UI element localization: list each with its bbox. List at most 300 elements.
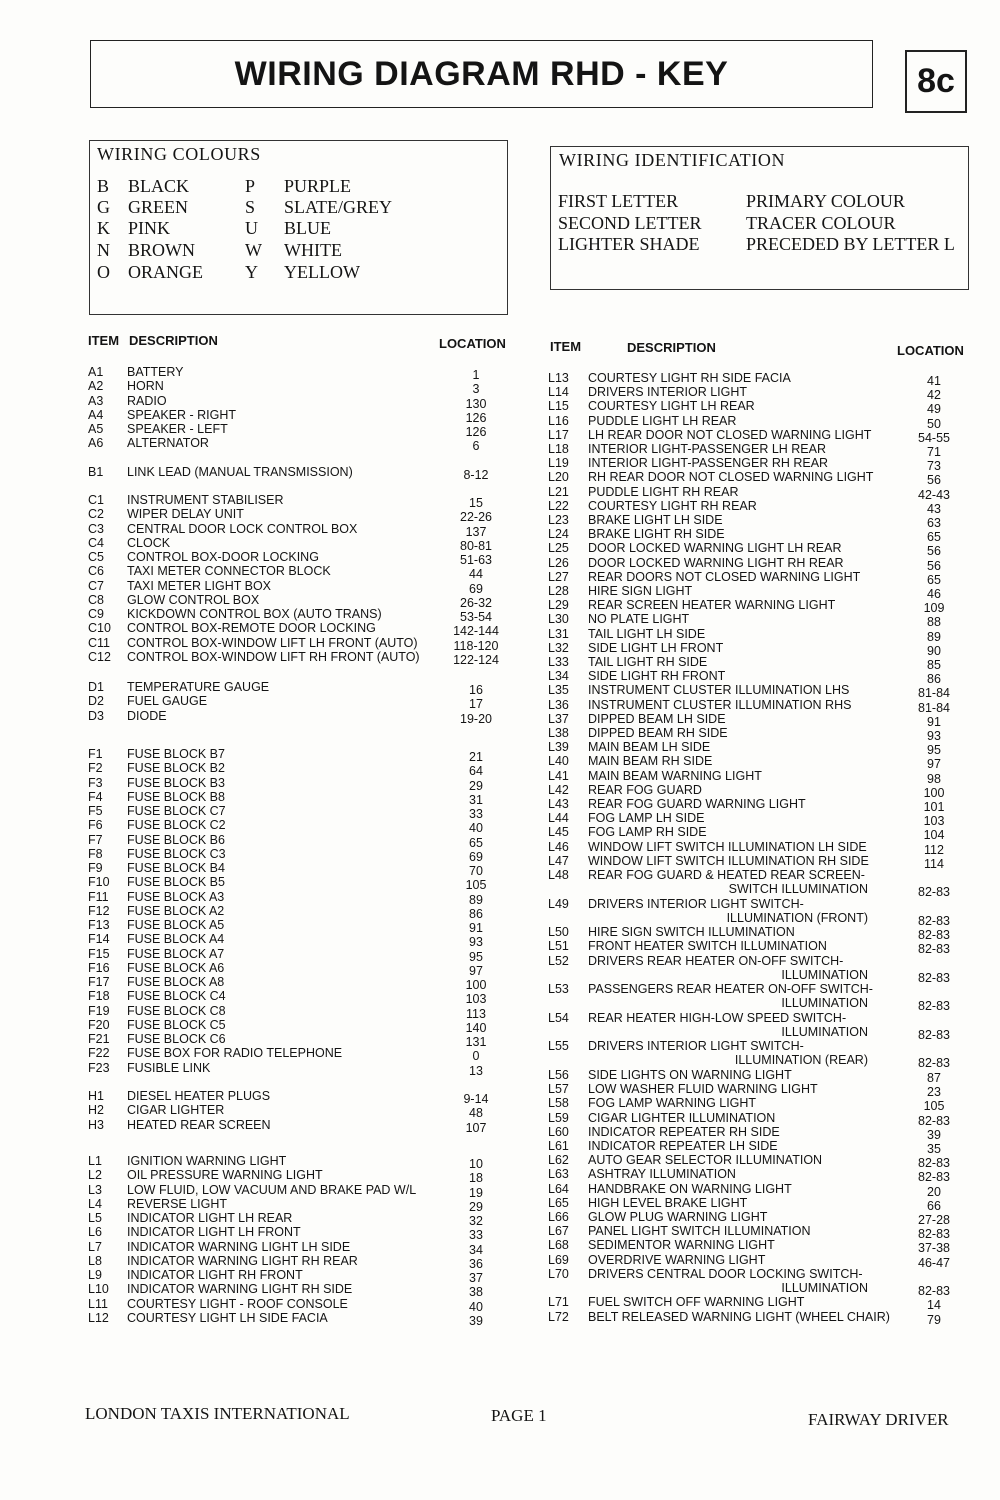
item-code: L30 — [548, 612, 569, 626]
item-description: AUTO GEAR SELECTOR ILLUMINATION — [588, 1153, 823, 1167]
item-code: L57 — [548, 1082, 569, 1096]
table-row — [548, 656, 968, 670]
item-description: INDICATOR LIGHT LH FRONT — [127, 1225, 301, 1239]
item-location: 100 — [465, 978, 487, 992]
table-row — [88, 1154, 518, 1171]
table-row — [88, 833, 518, 850]
item-description: PUDDLE LIGHT LH REAR — [588, 414, 737, 428]
table-row — [88, 1118, 518, 1135]
item-description: LOW WASHER FLUID WARNING LIGHT — [588, 1082, 818, 1096]
item-description: SIDE LIGHT RH FRONT — [588, 669, 726, 683]
item-location: 89 — [469, 893, 483, 907]
item-description: SPEAKER - LEFT — [127, 422, 228, 436]
table-row — [548, 699, 968, 713]
item-location: 46-47 — [918, 1256, 950, 1270]
item-description: MAIN BEAM LH SIDE — [588, 740, 711, 754]
item-code: L50 — [548, 925, 569, 939]
item-location: 140 — [465, 1021, 487, 1035]
item-description: FUSE BLOCK B4 — [127, 861, 225, 875]
item-location: 88 — [927, 615, 941, 629]
item-code: L70 — [548, 1267, 569, 1281]
item-description: PASSENGERS REAR HEATER ON-OFF SWITCH- — [588, 982, 873, 996]
table-row — [548, 500, 968, 514]
item-description: TAXI METER LIGHT BOX — [127, 579, 272, 593]
item-location: 126 — [465, 425, 487, 439]
item-location: 15 — [469, 496, 483, 510]
item-description: FUSE BLOCK A5 — [127, 918, 225, 932]
item-description: COURTESY LIGHT - ROOF CONSOLE — [127, 1297, 348, 1311]
item-location: 56 — [927, 473, 941, 487]
item-code: L6 — [88, 1225, 102, 1239]
item-location: 103 — [923, 814, 945, 828]
item-description: ASHTRAY ILLUMINATION — [588, 1167, 736, 1181]
item-description: INDICATOR WARNING LIGHT RH SIDE — [127, 1282, 353, 1296]
item-description: HIRE SIGN SWITCH ILLUMINATION — [588, 925, 795, 939]
table-row — [548, 684, 968, 698]
wiring-colours-box — [89, 140, 508, 315]
table-row — [548, 727, 968, 741]
table-row — [88, 593, 518, 610]
item-code: A2 — [88, 379, 104, 393]
table-row — [548, 642, 968, 656]
item-location: 82-83 — [918, 1170, 950, 1184]
item-code: L4 — [88, 1197, 102, 1211]
item-location: 38 — [469, 1285, 483, 1299]
item-description: DOOR LOCKED WARNING LIGHT LH REAR — [588, 541, 842, 555]
item-location: 87 — [927, 1071, 941, 1085]
colour-code: S — [245, 197, 256, 217]
item-code: L36 — [548, 698, 569, 712]
item-description: FOG LAMP RH SIDE — [588, 825, 707, 839]
item-code: F6 — [88, 818, 103, 832]
item-description: FRONT HEATER SWITCH ILLUMINATION — [588, 939, 827, 953]
table-row — [548, 1168, 968, 1182]
item-location: 69 — [469, 850, 483, 864]
item-code: L42 — [548, 783, 569, 797]
item-location: 19 — [469, 1186, 483, 1200]
table-row — [548, 386, 968, 400]
item-location: 0 — [472, 1049, 480, 1063]
item-description: CONTROL BOX-WINDOW LIFT LH FRONT (AUTO) — [127, 636, 418, 650]
item-location: 82-83 — [918, 1114, 950, 1128]
item-location: 86 — [927, 672, 941, 686]
item-code: L15 — [548, 399, 569, 413]
item-location: 118-120 — [453, 639, 499, 653]
item-description: TAXI METER CONNECTOR BLOCK — [127, 564, 331, 578]
colour-name: BROWN — [128, 240, 195, 260]
item-code: C9 — [88, 607, 104, 621]
table-row — [88, 947, 518, 964]
item-code: F21 — [88, 1032, 110, 1046]
table-row — [88, 465, 518, 482]
item-description: REAR HEATER HIGH-LOW SPEED SWITCH- — [588, 1011, 847, 1025]
table-row — [548, 940, 968, 954]
item-location: 82-83 — [918, 1284, 950, 1298]
item-description: DIODE — [127, 709, 167, 723]
item-location: 82-83 — [918, 971, 950, 985]
item-location: 27-28 — [918, 1213, 950, 1227]
table-row — [548, 628, 968, 642]
item-location: 114 — [924, 857, 944, 871]
item-description: BRAKE LIGHT LH SIDE — [588, 513, 723, 527]
item-location: 91 — [927, 715, 941, 729]
item-location: 9-14 — [463, 1092, 489, 1106]
item-code: F16 — [88, 961, 110, 975]
table-row — [548, 1183, 968, 1197]
item-description: LOW FLUID, LOW VACUUM AND BRAKE PAD W/L — [127, 1183, 417, 1197]
item-code: L71 — [548, 1295, 569, 1309]
item-description: CENTRAL DOOR LOCK CONTROL BOX — [127, 522, 358, 536]
item-description: REAR FOG GUARD & HEATED REAR SCREEN- — [588, 868, 865, 882]
table-row — [88, 636, 518, 653]
table-row — [88, 650, 518, 667]
colour-name: WHITE — [284, 240, 342, 260]
table-row — [548, 415, 968, 429]
item-code: L16 — [548, 414, 569, 428]
item-code: L39 — [548, 740, 569, 754]
item-code: L31 — [548, 627, 569, 641]
table-row — [548, 1112, 968, 1126]
item-location: 48 — [469, 1106, 483, 1120]
table-row — [548, 599, 968, 613]
colour-name: PINK — [128, 218, 171, 238]
item-code: L34 — [548, 669, 569, 683]
item-description: HIRE SIGN LIGHT — [588, 584, 693, 598]
item-location: 6 — [472, 439, 480, 453]
item-description: DRIVERS INTERIOR LIGHT SWITCH- — [588, 897, 804, 911]
item-description: RH REAR DOOR NOT CLOSED WARNING LIGHT — [588, 470, 874, 484]
table-row — [88, 507, 518, 524]
item-location: 79 — [927, 1313, 941, 1327]
table-row — [548, 1254, 968, 1268]
item-location: 82-83 — [918, 885, 950, 899]
item-description: INDICATOR LIGHT LH REAR — [127, 1211, 293, 1225]
identification-key: SECOND LETTER — [558, 213, 702, 233]
item-description: SIDE LIGHTS ON WARNING LIGHT — [588, 1068, 792, 1082]
item-code: L2 — [88, 1168, 102, 1182]
table-row — [548, 486, 968, 500]
table-row — [88, 861, 518, 878]
wiring-identification-title: WIRING IDENTIFICATION — [559, 150, 786, 170]
item-location: 17 — [469, 697, 483, 711]
item-description: REAR DOORS NOT CLOSED WARNING LIGHT — [588, 570, 861, 584]
item-location: 105 — [465, 878, 487, 892]
table-row — [88, 579, 518, 596]
identification-value: PRECEDED BY LETTER L — [746, 234, 955, 254]
table-row — [88, 680, 518, 697]
item-description: FUSE BLOCK B3 — [127, 776, 225, 790]
item-location: 40 — [469, 821, 483, 835]
item-description: HIGH LEVEL BRAKE LIGHT — [588, 1196, 748, 1210]
item-code: C4 — [88, 536, 104, 550]
item-code: L55 — [548, 1039, 569, 1053]
item-description: FUSE BLOCK A3 — [127, 890, 225, 904]
item-location: 85 — [927, 658, 941, 672]
table-row — [88, 1311, 518, 1328]
table-row — [548, 855, 968, 869]
colour-name: GREEN — [128, 197, 188, 217]
colour-code: B — [97, 176, 110, 196]
item-description: REVERSE LIGHT — [127, 1197, 228, 1211]
table-row — [88, 694, 518, 711]
colour-row — [97, 218, 331, 239]
item-location: 95 — [927, 743, 941, 757]
table-row — [88, 422, 518, 439]
item-code: C6 — [88, 564, 104, 578]
item-description: DRIVERS REAR HEATER ON-OFF SWITCH- — [588, 954, 844, 968]
left-location-header: LOCATION — [439, 336, 506, 351]
item-location: 105 — [923, 1099, 945, 1113]
item-code: L46 — [548, 840, 569, 854]
table-row — [548, 741, 968, 755]
table-row — [88, 961, 518, 978]
item-code: L69 — [548, 1253, 569, 1267]
item-location: 130 — [465, 397, 487, 411]
item-code: L33 — [548, 655, 569, 669]
item-code: L13 — [548, 371, 569, 385]
item-location: 32 — [469, 1214, 483, 1228]
table-row — [548, 713, 968, 727]
table-row — [88, 1046, 518, 1063]
item-code: L44 — [548, 811, 569, 825]
item-description: FUSE BLOCK A6 — [127, 961, 225, 975]
item-description: FUSE BLOCK A8 — [127, 975, 225, 989]
item-code: F2 — [88, 761, 103, 775]
item-location: 1 — [472, 368, 480, 382]
table-row — [548, 1040, 968, 1069]
item-location: 65 — [469, 836, 483, 850]
item-location: 64 — [469, 764, 483, 778]
colour-code: W — [245, 240, 262, 260]
item-location: 71 — [927, 445, 941, 459]
item-description: FUSE BLOCK C6 — [127, 1032, 226, 1046]
table-row — [548, 585, 968, 599]
table-row — [88, 890, 518, 907]
item-description: DRIVERS CENTRAL DOOR LOCKING SWITCH- — [588, 1267, 863, 1281]
item-code: L25 — [548, 541, 569, 555]
item-description: FUSE BLOCK A4 — [127, 932, 225, 946]
item-description: COURTESY LIGHT LH SIDE FACIA — [127, 1311, 328, 1325]
item-location: 49 — [927, 402, 941, 416]
item-location: 104 — [923, 828, 945, 842]
item-description: SIDE LIGHT LH FRONT — [588, 641, 724, 655]
item-location: 107 — [465, 1121, 487, 1135]
item-description: FUSIBLE LINK — [127, 1061, 211, 1075]
table-row — [548, 1069, 968, 1083]
item-description: SEDIMENTOR WARNING LIGHT — [588, 1238, 775, 1252]
item-location: 29 — [469, 779, 483, 793]
item-code: F3 — [88, 776, 103, 790]
item-description: CLOCK — [127, 536, 171, 550]
item-code: A5 — [88, 422, 104, 436]
table-row — [548, 812, 968, 826]
item-description: FOG LAMP LH SIDE — [588, 811, 705, 825]
table-row — [548, 557, 968, 571]
identification-row — [558, 213, 896, 234]
item-code: L59 — [548, 1111, 569, 1125]
item-description: FUSE BLOCK B5 — [127, 875, 225, 889]
item-code: L64 — [548, 1182, 569, 1196]
table-row — [548, 826, 968, 840]
table-row — [88, 1240, 518, 1257]
item-description: DRIVERS INTERIOR LIGHT — [588, 385, 748, 399]
item-description: DRIVERS INTERIOR LIGHT SWITCH- — [588, 1039, 804, 1053]
item-location: 91 — [469, 921, 483, 935]
item-description: PUDDLE LIGHT RH REAR — [588, 485, 739, 499]
item-description: IGNITION WARNING LIGHT — [127, 1154, 287, 1168]
item-description: FOG LAMP WARNING LIGHT — [588, 1096, 757, 1110]
item-description: HORN — [127, 379, 164, 393]
table-row — [88, 776, 518, 793]
item-location: 18 — [469, 1171, 483, 1185]
item-location: 10 — [469, 1157, 483, 1171]
item-location: 80-81 — [460, 539, 492, 553]
item-code: L10 — [88, 1282, 109, 1296]
table-row — [88, 1268, 518, 1285]
item-code: L29 — [548, 598, 569, 612]
item-description-continued: ILLUMINATION — [781, 996, 868, 1010]
item-description: FUSE BLOCK C4 — [127, 989, 226, 1003]
item-code: C11 — [88, 636, 111, 650]
item-location: 113 — [466, 1007, 486, 1021]
item-code: L11 — [88, 1297, 108, 1311]
item-code: L58 — [548, 1096, 569, 1110]
table-row — [548, 926, 968, 940]
item-code: L9 — [88, 1268, 102, 1282]
item-location: 56 — [927, 559, 941, 573]
item-description: INTERIOR LIGHT-PASSENGER LH REAR — [588, 442, 827, 456]
item-description-continued: ILLUMINATION (REAR) — [734, 1053, 868, 1067]
table-row — [88, 747, 518, 764]
item-code: L3 — [88, 1183, 102, 1197]
item-code: L38 — [548, 726, 569, 740]
table-row — [548, 770, 968, 784]
item-description: FUSE BLOCK C5 — [127, 1018, 226, 1032]
item-description: FUSE BLOCK A7 — [127, 947, 225, 961]
colour-row — [97, 262, 360, 283]
table-row — [548, 1140, 968, 1154]
item-description: KICKDOWN CONTROL BOX (AUTO TRANS) — [127, 607, 382, 621]
item-description: CIGAR LIGHTER ILLUMINATION — [588, 1111, 776, 1125]
item-code: L63 — [548, 1167, 569, 1181]
right-item-header: ITEM — [550, 339, 582, 354]
table-row — [88, 804, 518, 821]
item-location: 19-20 — [460, 712, 492, 726]
item-code: L48 — [548, 868, 569, 882]
item-description: MAIN BEAM WARNING LIGHT — [588, 769, 762, 783]
item-code: F7 — [88, 833, 103, 847]
item-location: 16 — [469, 683, 483, 697]
item-description: FUSE BLOCK C8 — [127, 1004, 226, 1018]
item-code: L1 — [88, 1154, 102, 1168]
item-description: INSTRUMENT CLUSTER ILLUMINATION LHS — [588, 683, 850, 697]
table-row — [88, 1197, 518, 1214]
item-location: 42 — [927, 388, 941, 402]
item-code: F23 — [88, 1061, 110, 1075]
item-code: L72 — [548, 1310, 569, 1324]
item-description: HEATED REAR SCREEN — [127, 1118, 271, 1132]
item-code: F14 — [88, 932, 110, 946]
table-row — [88, 564, 518, 581]
item-code: L8 — [88, 1254, 102, 1268]
item-description: FUSE BLOCK A2 — [127, 904, 225, 918]
item-location: 43 — [927, 502, 941, 516]
item-code: L23 — [548, 513, 569, 527]
item-code: A4 — [88, 408, 104, 422]
table-row — [548, 514, 968, 528]
item-description: HANDBRAKE ON WARNING LIGHT — [588, 1182, 792, 1196]
item-location: 54-55 — [918, 431, 950, 445]
item-code: C3 — [88, 522, 104, 536]
identification-value: TRACER COLOUR — [746, 213, 896, 233]
table-row — [548, 1211, 968, 1225]
item-location: 86 — [469, 907, 483, 921]
item-location: 22-26 — [460, 510, 492, 524]
item-description: INSTRUMENT STABILISER — [127, 493, 284, 507]
item-code: L22 — [548, 499, 569, 513]
item-location: 31 — [469, 793, 483, 807]
right-location-header: LOCATION — [897, 343, 964, 358]
table-row — [88, 1004, 518, 1021]
item-description: TEMPERATURE GAUGE — [127, 680, 270, 694]
item-description-continued: ILLUMINATION — [781, 1281, 868, 1295]
item-code: F22 — [88, 1046, 110, 1060]
item-code: L67 — [548, 1224, 569, 1238]
item-description: MAIN BEAM RH SIDE — [588, 754, 713, 768]
table-row — [88, 761, 518, 778]
item-description: DIESEL HEATER PLUGS — [127, 1089, 271, 1103]
left-item-header: ITEM — [88, 333, 120, 348]
item-code: C2 — [88, 507, 104, 521]
item-location: 35 — [927, 1142, 941, 1156]
item-code: H3 — [88, 1118, 104, 1132]
item-location: 33 — [469, 807, 483, 821]
wiring-identification-box — [550, 146, 969, 290]
item-description: FUSE BLOCK B2 — [127, 761, 225, 775]
table-row — [548, 784, 968, 798]
item-description: ALTERNATOR — [127, 436, 209, 450]
table-row — [88, 790, 518, 807]
item-code: F11 — [88, 890, 109, 904]
item-description: BATTERY — [127, 365, 184, 379]
item-description: WINDOW LIFT SWITCH ILLUMINATION LH SIDE — [588, 840, 867, 854]
item-code: L68 — [548, 1238, 569, 1252]
item-description: FUSE BOX FOR RADIO TELEPHONE — [127, 1046, 343, 1060]
item-code: L62 — [548, 1153, 569, 1167]
table-row — [88, 975, 518, 992]
item-location: 29 — [469, 1200, 483, 1214]
item-location: 37 — [469, 1271, 483, 1285]
right-description-header: DESCRIPTION — [627, 340, 716, 355]
item-description: COURTESY LIGHT RH SIDE FACIA — [588, 371, 791, 385]
item-location: 97 — [927, 757, 941, 771]
item-location: 82-83 — [918, 1156, 950, 1170]
item-code: L51 — [548, 939, 569, 953]
item-code: L65 — [548, 1196, 569, 1210]
item-code: L5 — [88, 1211, 102, 1225]
table-row — [548, 1197, 968, 1211]
item-description-continued: SWITCH ILLUMINATION — [728, 882, 868, 896]
table-row — [548, 1012, 968, 1041]
table-row — [548, 1311, 968, 1325]
item-code: L32 — [548, 641, 569, 655]
item-code: H1 — [88, 1089, 104, 1103]
item-description: TAIL LIGHT RH SIDE — [588, 655, 708, 669]
item-location: 14 — [927, 1298, 941, 1312]
item-description: GLOW CONTROL BOX — [127, 593, 260, 607]
item-location: 20 — [927, 1185, 941, 1199]
item-code: F9 — [88, 861, 103, 875]
